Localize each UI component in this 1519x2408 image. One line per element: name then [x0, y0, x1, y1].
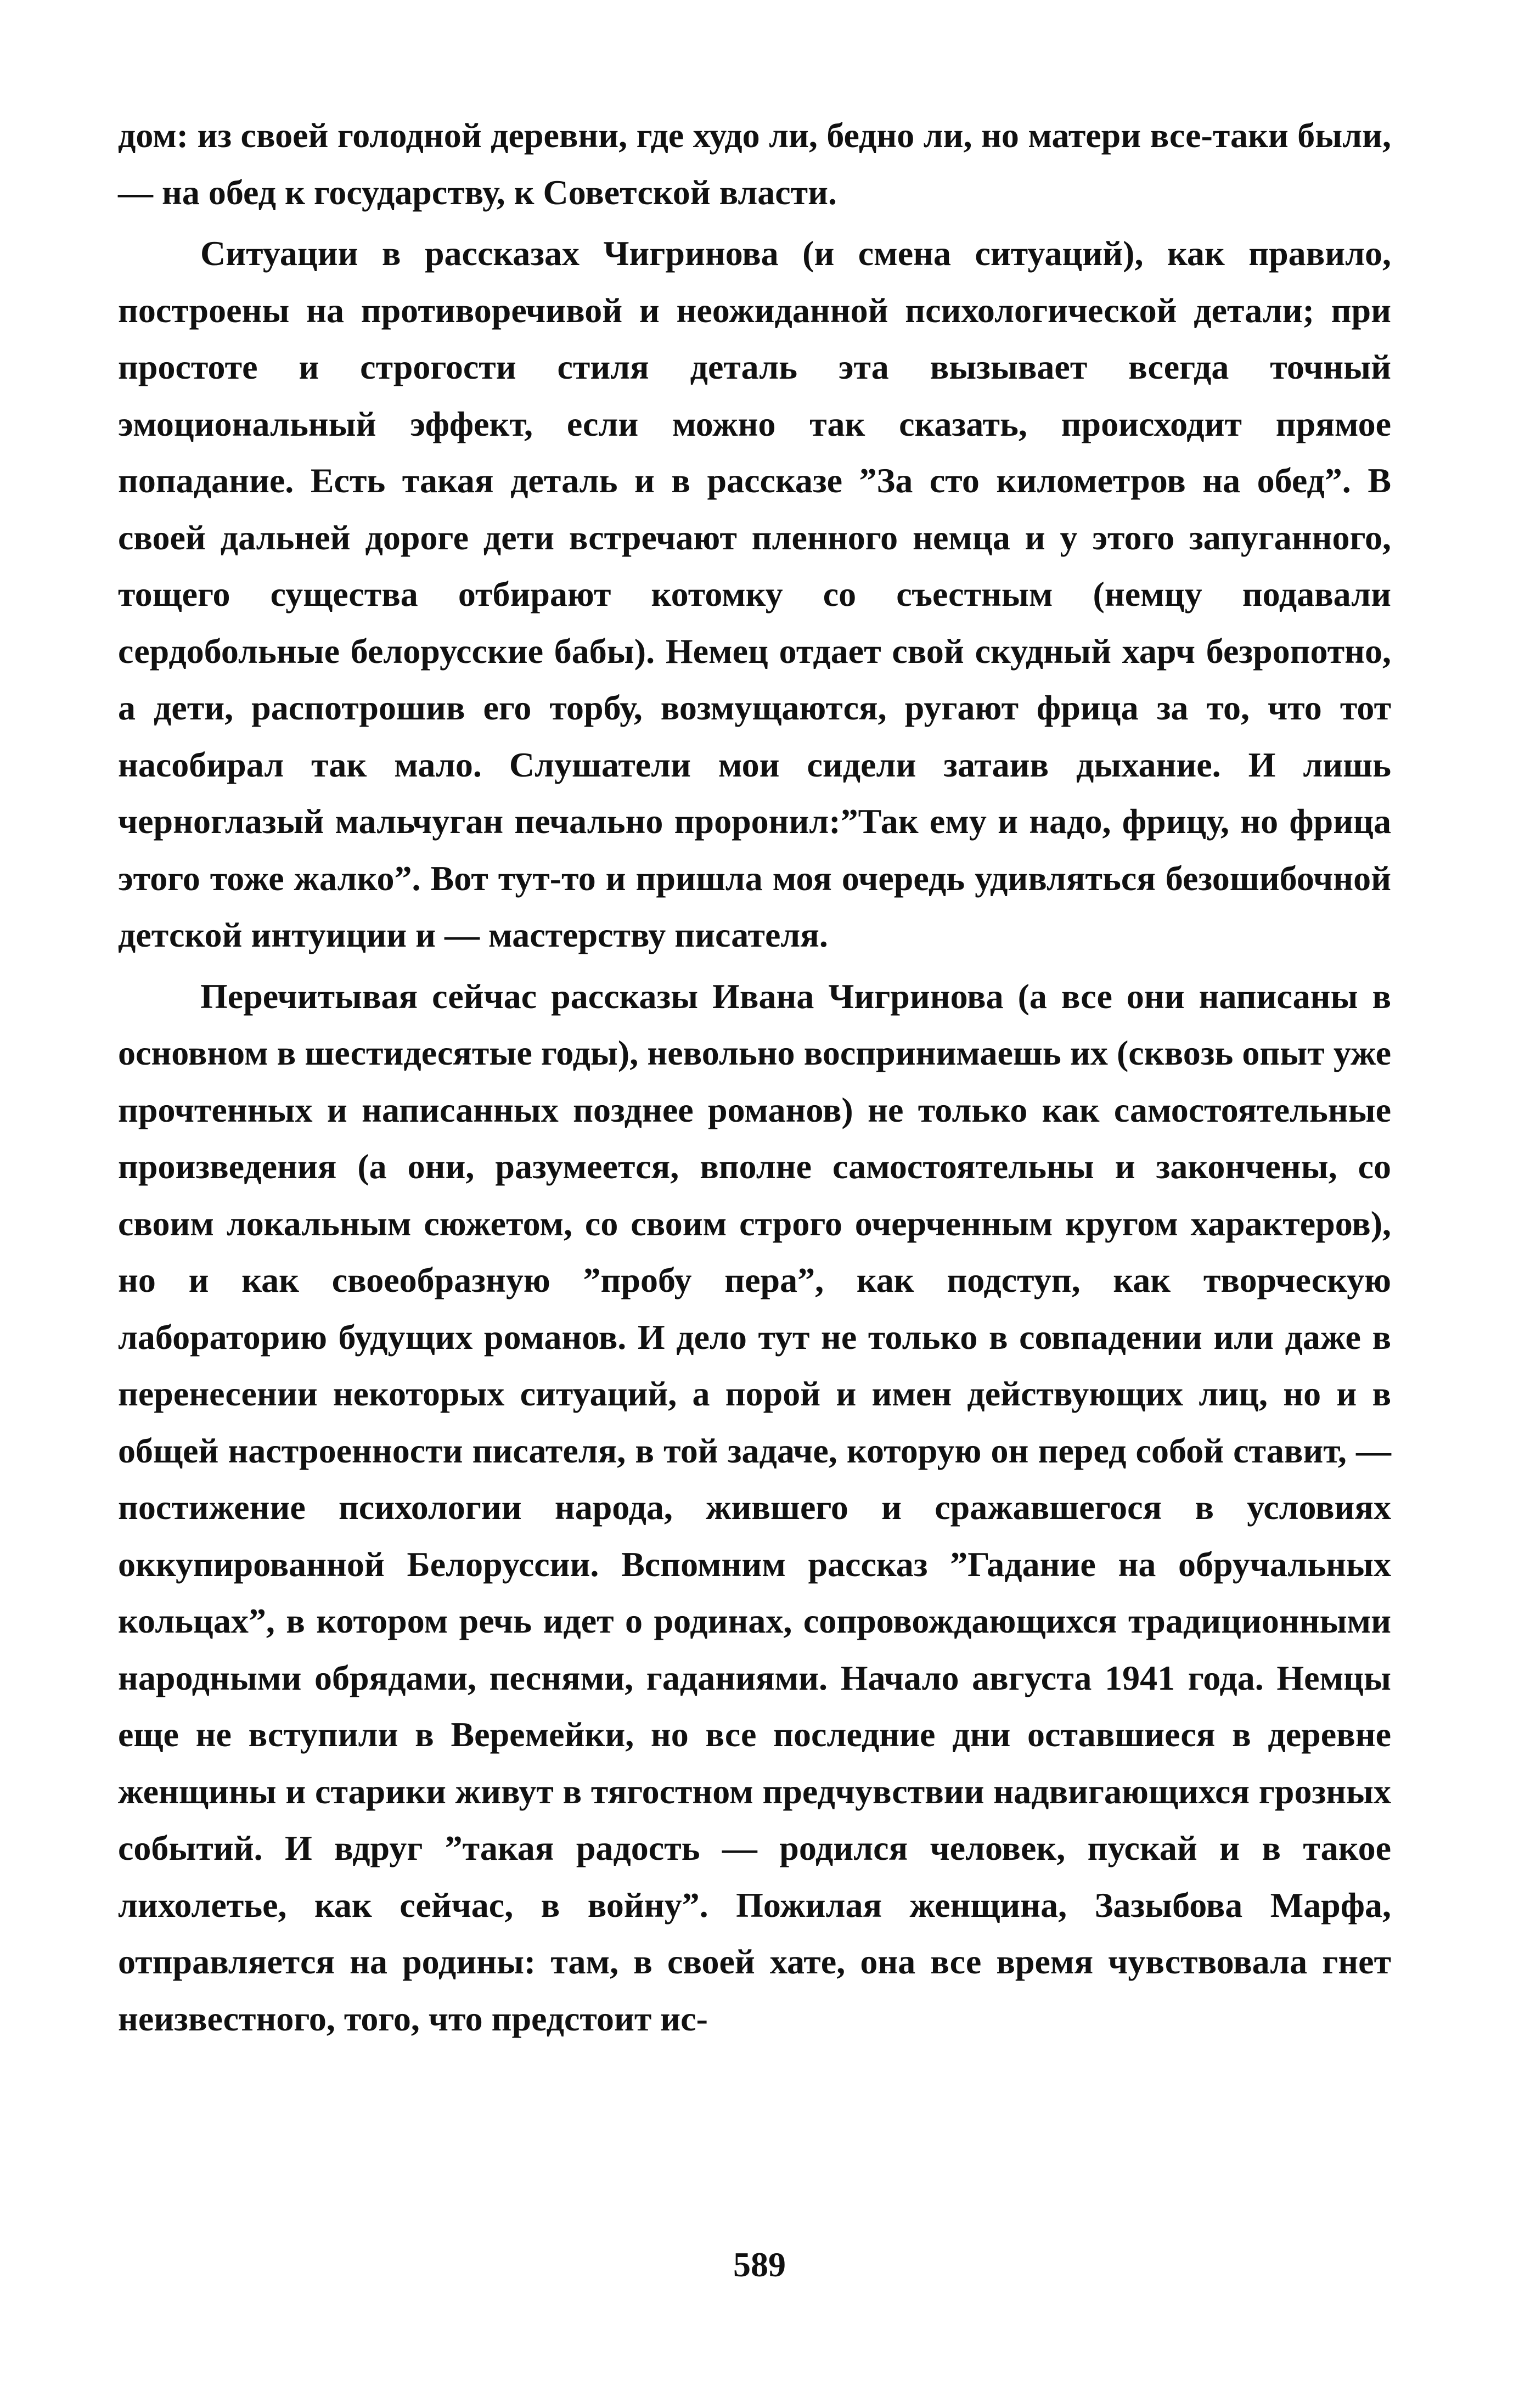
page-number: 589 — [733, 2245, 786, 2284]
paragraph-detail-situations: Ситуации в рассказах Чигринова (и смена ситуаций), как правило, построены на противоречивой и неожиданной психологической детали; при простоте и строгости стиля деталь эта вызывает всегда точный эмоциональный эффект, если можно так сказать, происходит прямое попадание. Есть такая деталь и в рассказе ”За сто километров на обед”. В своей дальней дороге дети встречают пленного немца и у этого запуганного, тощего существа отбирают котомку со съестным (немцу подавали сердобольные белорусские бабы). Немец отдает свой скудный харч безропотно, а дети, распотрошив его торбу, возмущаются, ругают фрица за то, что тот насобирал так мало. Слушатели мои сидели затаив дыхание. И лишь черноглазый мальчуган печально проронил:”Так ему и надо, фрицу, но фрица этого тоже жалко”. Вот тут-то и пришла моя очередь удивляться безошибочной детской интуиции и — мастерству писателя. — [118, 234, 1391, 954]
paragraph-rereading-stories: Перечитывая сейчас рассказы Ивана Чигринова (а все они написаны в основном в шестидесятые годы), невольно воспринимаешь их (сквозь опыт уже прочтенных и написанных позднее романов) не только как самостоятельные произведения (а они, разумеется, вполне самостоятельны и закончены, со своим локальным сюжетом, со своим строго очерченным кругом характеров), но и как своеобразную ”пробу пера”, как подступ, как творческую лабораторию будущих романов. И дело тут не только в совпадении или даже в перенесении некоторых ситуаций, а порой и имен действующих лиц, но и в общей настроенности писателя, в той задаче, которую он перед собой ставит, — постижение психологии народа, жившего и сражавшегося в условиях оккупированной Белоруссии. Вспомним рассказ ”Гадание на обручальных кольцах”, в котором речь идет о родинах, сопровождающихся традиционными народными обрядами, песнями, гаданиями. Начало августа 1941 года. Немцы еще не вступили в Веремейки, но все последние дни оставшиеся в деревне женщины и старики живут в тягостном предчувствии надвигающихся грозных событий. И вдруг ”такая радость — родился человек, пускай и в такое лихолетье, как сейчас, в войну”. Пожилая женщина, Зазыбова Марфа, отправляется на родины: там, в своей хате, она все время чувствовала гнет неизвестного, того, что предстоит ис- — [118, 976, 1391, 2038]
paragraph-continuation: дом: из своей голодной деревни, где худо ли, бедно ли, но матери все-таки были, — на обед к государству, к Советской власти. — [118, 116, 1391, 212]
page-body — [118, 107, 1391, 2047]
